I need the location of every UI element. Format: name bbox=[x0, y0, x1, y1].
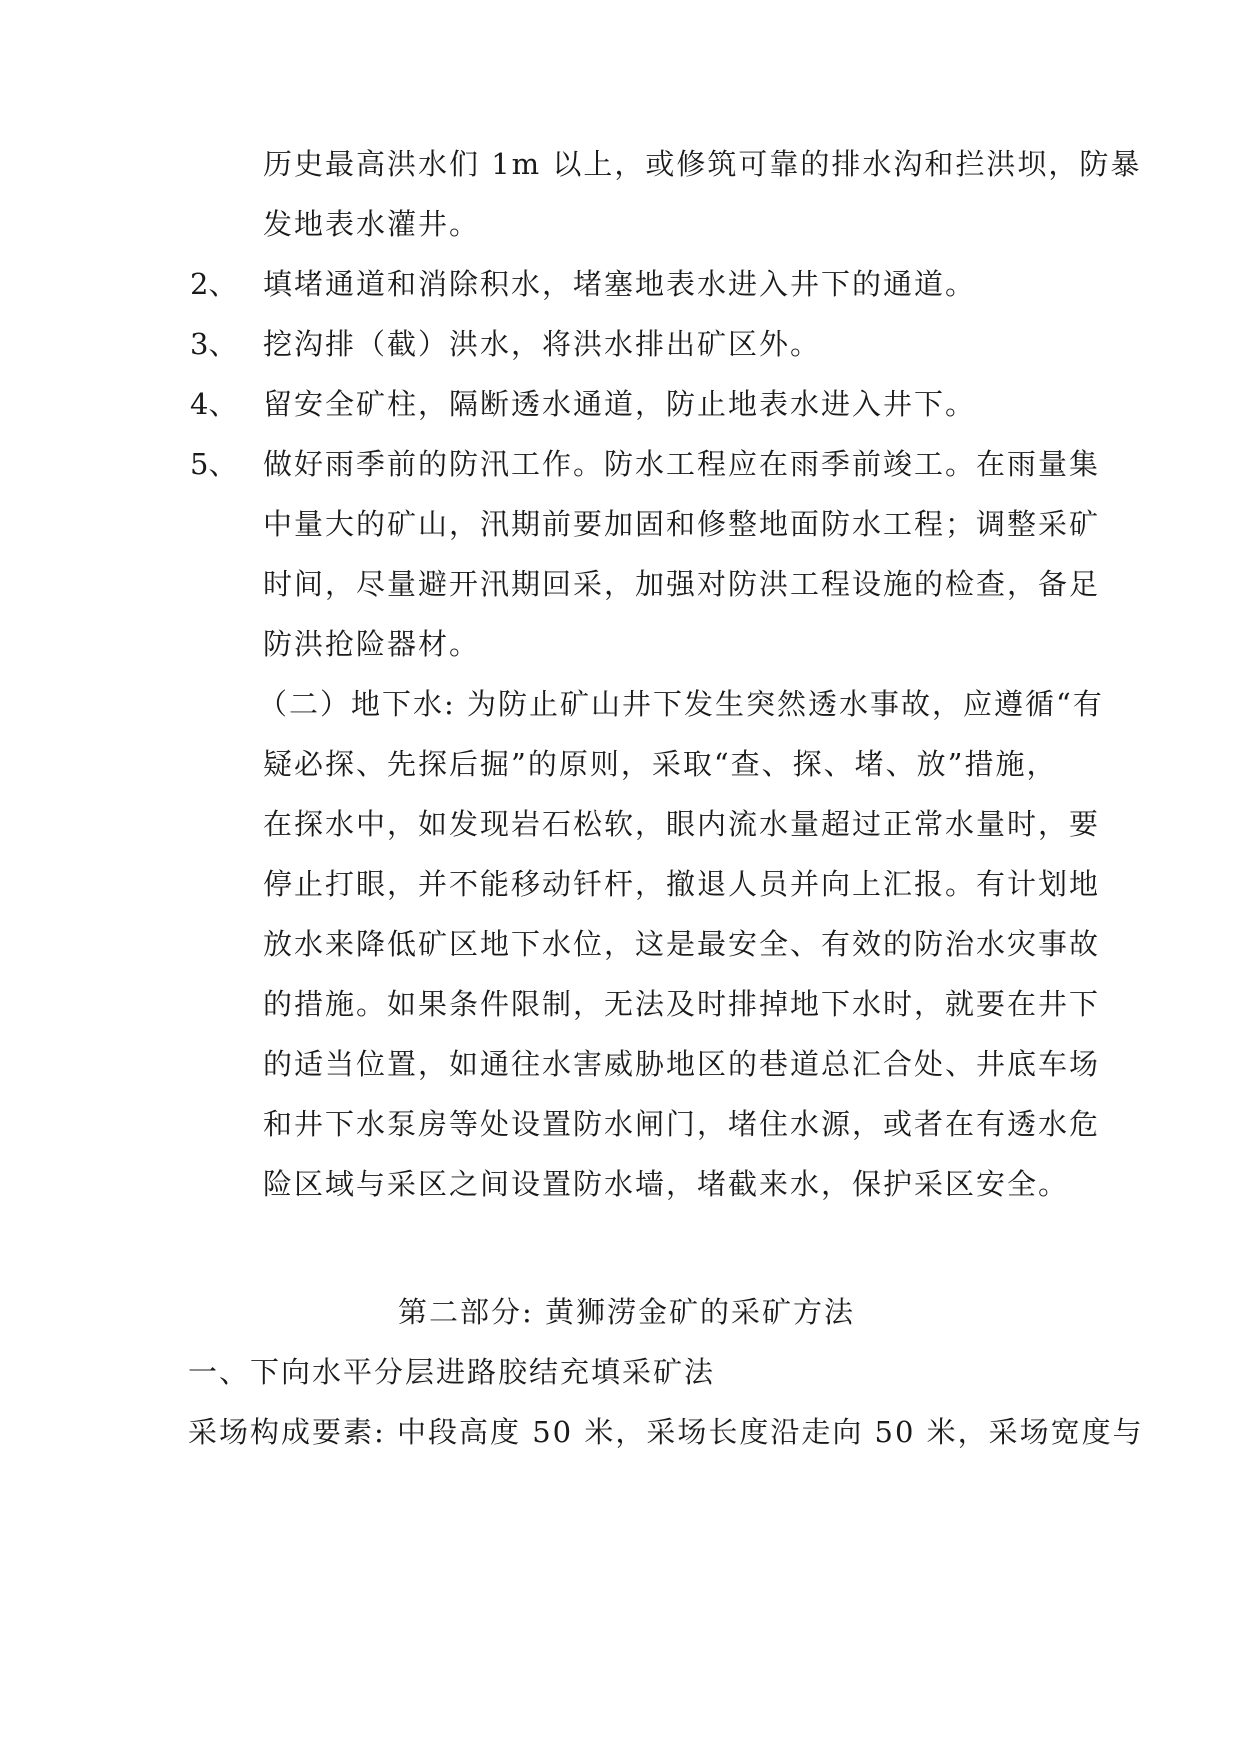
paragraph-line: 历史最高洪水们 1m 以上，或修筑可靠的排水沟和拦洪坝，防暴 bbox=[263, 147, 1142, 181]
list-item-text: 做好雨季前的防汛工作。防水工程应在雨季前竣工。在雨量集 bbox=[263, 447, 1101, 481]
groundwater-paragraph-line: 的适当位置，如通往水害威胁地区的巷道总汇合处、井底车场 bbox=[263, 1047, 1101, 1081]
list-item-text: 时间，尽量避开汛期回采，加强对防洪工程设施的检查，备足 bbox=[263, 567, 1101, 601]
groundwater-paragraph-line: 和井下水泵房等处设置防水闸门，堵住水源，或者在有透水危 bbox=[263, 1107, 1101, 1141]
groundwater-paragraph-line: 在探水中，如发现岩石松软，眼内流水量超过正常水量时，要 bbox=[263, 807, 1101, 841]
list-item-text: 留安全矿柱，隔断透水通道，防止地表水进入井下。 bbox=[263, 387, 977, 421]
list-item-number: 3、 bbox=[190, 327, 238, 361]
list-item-number: 5、 bbox=[190, 447, 238, 481]
list-item-number: 2、 bbox=[190, 267, 238, 301]
list-item-text: 填堵通道和消除积水，堵塞地表水进入井下的通道。 bbox=[263, 267, 977, 301]
list-item-text: 挖沟排（截）洪水，将洪水排出矿区外。 bbox=[263, 327, 822, 361]
list-item-text: 中量大的矿山，汛期前要加固和修整地面防水工程；调整采矿 bbox=[263, 507, 1101, 541]
groundwater-paragraph-line: 的措施。如果条件限制，无法及时排掉地下水时，就要在井下 bbox=[263, 987, 1101, 1021]
groundwater-paragraph-line: 疑必探、先探后掘”的原则，采取“查、探、堵、放”措施， bbox=[263, 747, 1058, 781]
section-heading: 一、下向水平分层进路胶结充填采矿法 bbox=[188, 1355, 716, 1389]
paragraph-line: 发地表水灌井。 bbox=[263, 207, 481, 241]
groundwater-paragraph-line: （二）地下水: 为防止矿山井下发生突然透水事故，应遵循“有 bbox=[258, 687, 1104, 721]
list-item-number: 4、 bbox=[190, 387, 238, 421]
part-title: 第二部分: 黄狮涝金矿的采矿方法 bbox=[398, 1295, 855, 1329]
groundwater-paragraph-line: 放水来降低矿区地下水位，这是最安全、有效的防治水灾事故 bbox=[263, 927, 1101, 961]
groundwater-paragraph-line: 险区域与采区之间设置防水墙，堵截来水，保护采区安全。 bbox=[263, 1167, 1070, 1201]
list-item-text: 防洪抢险器材。 bbox=[263, 627, 481, 661]
paragraph-line: 采场构成要素: 中段高度 50 米，采场长度沿走向 50 米，采场宽度与 bbox=[188, 1415, 1144, 1449]
groundwater-paragraph-line: 停止打眼，并不能移动钎杆，撤退人员并向上汇报。有计划地 bbox=[263, 867, 1101, 901]
